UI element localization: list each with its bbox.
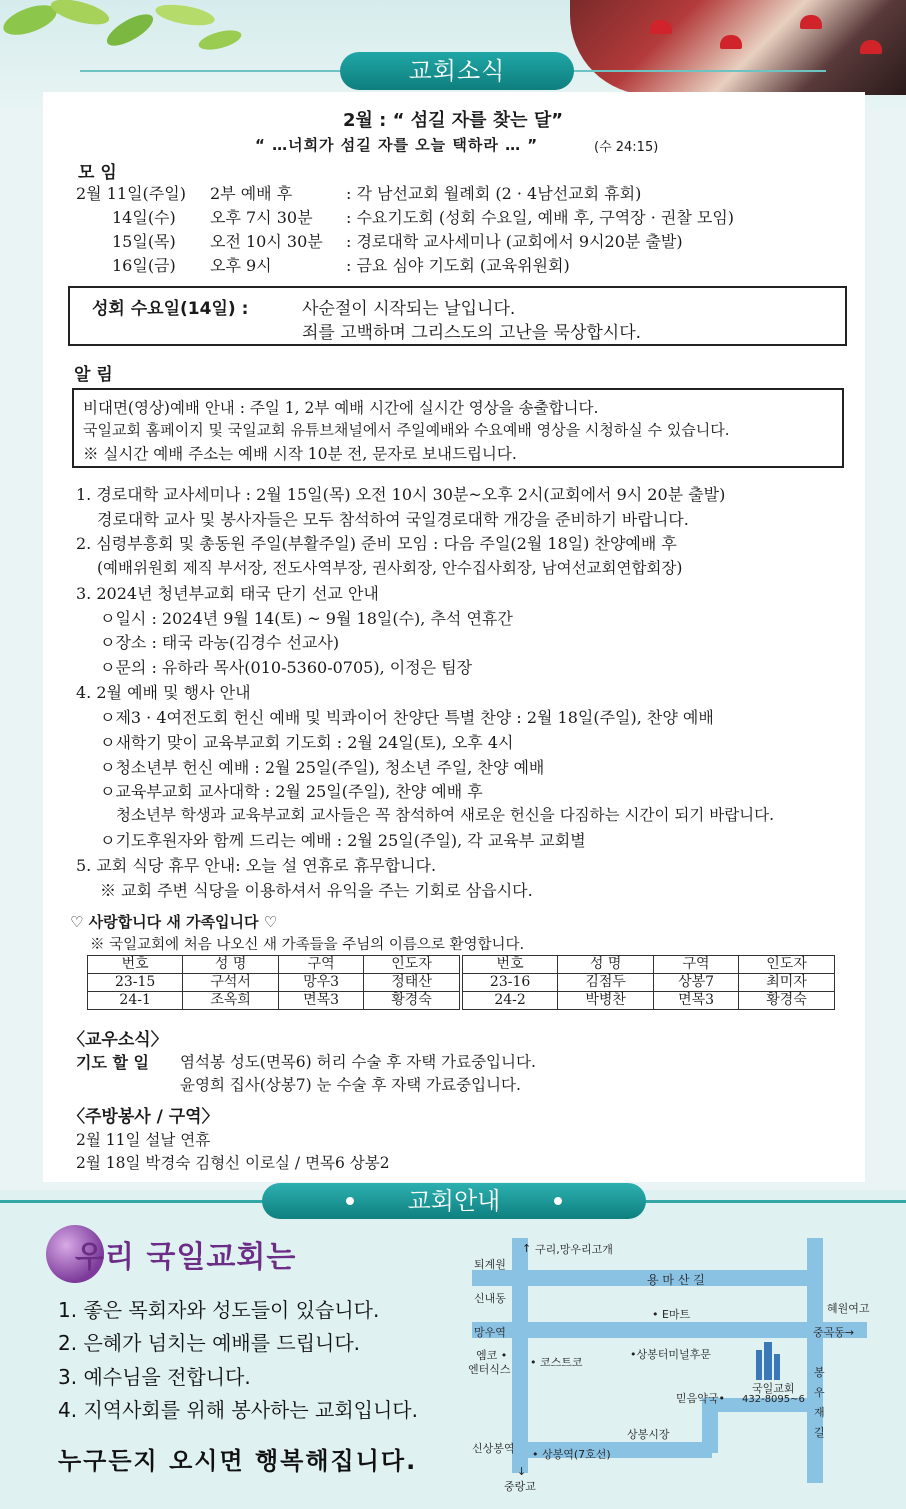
table-cell: 황경숙 <box>739 992 835 1010</box>
map-label: 구리,망우리고개 <box>535 1243 613 1256</box>
meeting-desc: : 각 남선교회 월례회 (2 · 4남선교회 휴회) <box>346 184 642 203</box>
road <box>512 1238 528 1473</box>
table-cell: 면목3 <box>653 992 738 1010</box>
meeting-time: 오전 10시 30분 <box>210 232 323 251</box>
notice-item: 경로대학 교사 및 봉사자들은 모두 참석하여 국일경로대학 개강을 준비하기 바랍니다. <box>97 510 689 529</box>
map-label: 혜원여고 <box>827 1302 870 1315</box>
notice-item: 3. 2024년 청년부교회 태국 단기 선교 안내 <box>76 584 379 603</box>
table-cell: 24-1 <box>88 992 183 1010</box>
table-cell: 최미자 <box>739 974 835 992</box>
table-header: 인도자 <box>739 956 835 974</box>
map-label: 퇴계원 <box>474 1258 506 1271</box>
church-location-map <box>462 1228 874 1500</box>
christmas-choir-photo <box>570 0 906 95</box>
table-cell: 23-15 <box>88 974 183 992</box>
church-point: 2. 은혜가 넘치는 예배를 드립니다. <box>58 1331 361 1355</box>
map-label: 국일교회 <box>752 1382 795 1395</box>
map-label: 중랑교 <box>504 1480 536 1493</box>
table-header: 구역 <box>653 956 738 974</box>
table-cell: 상봉7 <box>653 974 738 992</box>
notice-item: ㅇ새학기 맞이 교육부교회 기도회 : 2월 24일(토), 오후 4시 <box>100 733 514 752</box>
notice-item: 1. 경로대학 교사세미나 : 2월 15일(목) 오전 10시 30분~오후 2시(교회에서 9시 20분 출발) <box>76 485 726 504</box>
map-label: 신상봉역 <box>472 1442 515 1455</box>
ash-wednesday-label: 성회 수요일(14일) : <box>92 299 249 319</box>
table-row <box>88 974 835 992</box>
map-label: 엔터식스 <box>468 1363 511 1376</box>
table-header: 구역 <box>279 956 364 974</box>
map-label: • 상봉역(7호선) <box>532 1448 611 1461</box>
notice-item: ㅇ장소 : 태국 라농(김경수 선교사) <box>100 633 340 652</box>
table-header: 번호 <box>462 956 557 974</box>
meeting-time: 오후 7시 30분 <box>210 208 313 227</box>
meeting-date: 16일(금) <box>112 256 176 275</box>
notice-item: ㅇ기도후원자와 함께 드리는 예배 : 2월 25일(주일), 각 교육부 교회별 <box>100 831 586 850</box>
table-cell: 김점두 <box>558 974 654 992</box>
kitchen-line: 2월 11일 설날 연휴 <box>76 1131 211 1149</box>
kitchen-line: 2월 18일 박경숙 김형신 이로실 / 면목6 상봉2 <box>76 1154 390 1172</box>
meeting-desc: : 금요 심야 기도회 (교육위원회) <box>346 256 570 275</box>
ash-wednesday-line2: 죄를 고백하며 그리스도의 고난을 묵상합시다. <box>302 323 642 343</box>
meeting-date: 15일(목) <box>112 232 176 251</box>
table-cell: 조옥희 <box>183 992 279 1010</box>
notice-item: (예배위원회 제직 부서장, 전도사역부장, 권사회장, 안수집사회장, 남여선교회연합회장) <box>97 559 683 577</box>
table-header: 성 명 <box>183 956 279 974</box>
notice-item: 2. 심령부흥회 및 총동원 주일(부활주일) 준비 모임 : 다음 주일(2월 18일) 찬양예배 후 <box>76 534 677 553</box>
theme-verse: “ …너희가 섬길 자를 오늘 택하라 … ” <box>255 136 539 154</box>
map-label: 엠코 • <box>476 1349 508 1362</box>
leaves-decoration <box>0 0 250 60</box>
online-line: 비대면(영상)예배 안내 : 주일 1, 2부 예배 시간에 실시간 영상을 송출합니다. <box>83 399 599 417</box>
map-label: 신내동 <box>474 1292 506 1305</box>
month-theme: 2월 : “ 섬길 자를 찾는 달” <box>342 110 564 131</box>
table-header-row <box>88 956 835 974</box>
map-label: 믿음약국• <box>676 1392 725 1405</box>
church-building-icon <box>754 1340 784 1380</box>
online-line: ※ 실시간 예배 주소는 예배 시작 10분 전, 문자로 보내드립니다. <box>83 445 517 463</box>
table-header: 성 명 <box>558 956 654 974</box>
kitchen-heading: 〈주방봉사 / 구역〉 <box>68 1107 219 1127</box>
table-cell: 박병찬 <box>558 992 654 1010</box>
notice-item: ※ 교회 주변 식당을 이용하셔서 유익을 주는 기회로 삼읍시다. <box>100 881 533 900</box>
slogan: 누구든지 오시면 행복해집니다. <box>58 1447 418 1475</box>
prayer-line: 윤영희 집사(상봉7) 눈 수술 후 자택 가료중입니다. <box>180 1076 521 1094</box>
notice-item: 4. 2월 예배 및 행사 안내 <box>76 683 251 702</box>
notice-item: ㅇ청소년부 헌신 예배 : 2월 25일(주일), 청소년 주일, 찬양 예배 <box>100 758 545 777</box>
table-cell: 24-2 <box>462 992 557 1010</box>
notice-item: 5. 교회 식당 휴무 안내: 오늘 설 연휴로 휴무합니다. <box>76 856 437 875</box>
map-label: 용 마 산 길 <box>647 1273 705 1287</box>
ash-wednesday-line1: 사순절이 시작되는 날입니다. <box>302 299 516 319</box>
guide-title-pill <box>262 1183 646 1219</box>
meeting-time: 오후 9시 <box>210 256 272 275</box>
road <box>807 1238 823 1483</box>
notice-item: ㅇ교육부교회 교사대학 : 2월 25일(주일), 찬양 예배 후 <box>100 782 483 801</box>
map-label: 망우역 <box>474 1326 506 1339</box>
meeting-date: 2월 11일(주일) <box>76 184 186 203</box>
new-family-table <box>87 955 835 1010</box>
members-news-heading: 〈교우소식〉 <box>68 1030 168 1050</box>
page-title: 교회소식 <box>340 52 574 90</box>
guide-title: 교회안내 <box>407 1187 501 1215</box>
church-point: 4. 지역사회를 위해 봉사하는 교회입니다. <box>58 1398 418 1422</box>
church-point: 1. 좋은 목회자와 성도들이 있습니다. <box>58 1298 380 1322</box>
map-arrow-up-icon: ↑ <box>522 1242 532 1255</box>
table-header: 인도자 <box>364 956 460 974</box>
table-cell: 면목3 <box>279 992 364 1010</box>
map-label: 봉 우 재 길 <box>814 1366 825 1439</box>
meeting-time: 2부 예배 후 <box>210 184 293 203</box>
church-point: 3. 예수님을 전합니다. <box>58 1365 251 1389</box>
meeting-desc: : 경로대학 교사세미나 (교회에서 9시20분 출발) <box>346 232 683 251</box>
theme-verse-ref: (수 24:15) <box>594 140 659 155</box>
table-cell: 망우3 <box>279 974 364 992</box>
map-label: • 코스트코 <box>530 1356 583 1369</box>
new-family-note: ※ 국일교회에 처음 나오신 새 가족들을 주님의 이름으로 환영합니다. <box>90 937 525 953</box>
table-cell: 황경숙 <box>364 992 460 1010</box>
meeting-date: 14일(수) <box>112 208 176 227</box>
map-label: 432-8095~6 <box>742 1394 805 1405</box>
table-cell: 23-16 <box>462 974 557 992</box>
meetings-heading: 모 임 <box>78 163 117 183</box>
prayer-line: 염석봉 성도(면목6) 허리 수술 후 자택 가료중입니다. <box>180 1053 536 1071</box>
notice-item: ㅇ제3 · 4여전도회 헌신 예배 및 빅콰이어 찬양단 특별 찬양 : 2월 18일(주일), 찬양 예배 <box>100 708 714 727</box>
table-cell: 구석서 <box>183 974 279 992</box>
table-cell: 정태산 <box>364 974 460 992</box>
prayer-label: 기도 할 일 <box>76 1053 149 1072</box>
table-header: 번호 <box>88 956 183 974</box>
notice-item: 청소년부 학생과 교육부교회 교사들은 꼭 참석하여 새로운 헌신을 다짐하는 시간이 되기 바랍니다. <box>116 806 775 824</box>
notices-heading: 알 림 <box>74 365 113 385</box>
online-line: 국일교회 홈페이지 및 국일교회 유튜브채널에서 주일예배와 수요예배 영상을 시청하실 수 있습니다. <box>83 421 730 439</box>
map-label: 상봉시장 <box>627 1428 670 1441</box>
meeting-desc: : 수요기도회 (성회 수요일, 예배 후, 구역장 · 권찰 모임) <box>346 208 735 227</box>
notice-item: ㅇ문의 : 유하라 목사(010-5360-0705), 이정은 팀장 <box>100 658 473 677</box>
church-title: 우리 국일교회는 <box>75 1240 297 1275</box>
map-label: •상봉터미널후문 <box>630 1348 711 1361</box>
map-arrow-down-icon: ↓ <box>517 1465 527 1478</box>
new-family-heading: ♡ 사랑합니다 새 가족입니다 ♡ <box>70 913 278 931</box>
map-label: 중곡동→ <box>813 1326 855 1339</box>
map-label: • E마트 <box>652 1308 691 1321</box>
notice-item: ㅇ일시 : 2024년 9월 14(토) ~ 9월 18일(수), 추석 연휴간 <box>100 609 513 628</box>
table-row <box>88 992 835 1010</box>
